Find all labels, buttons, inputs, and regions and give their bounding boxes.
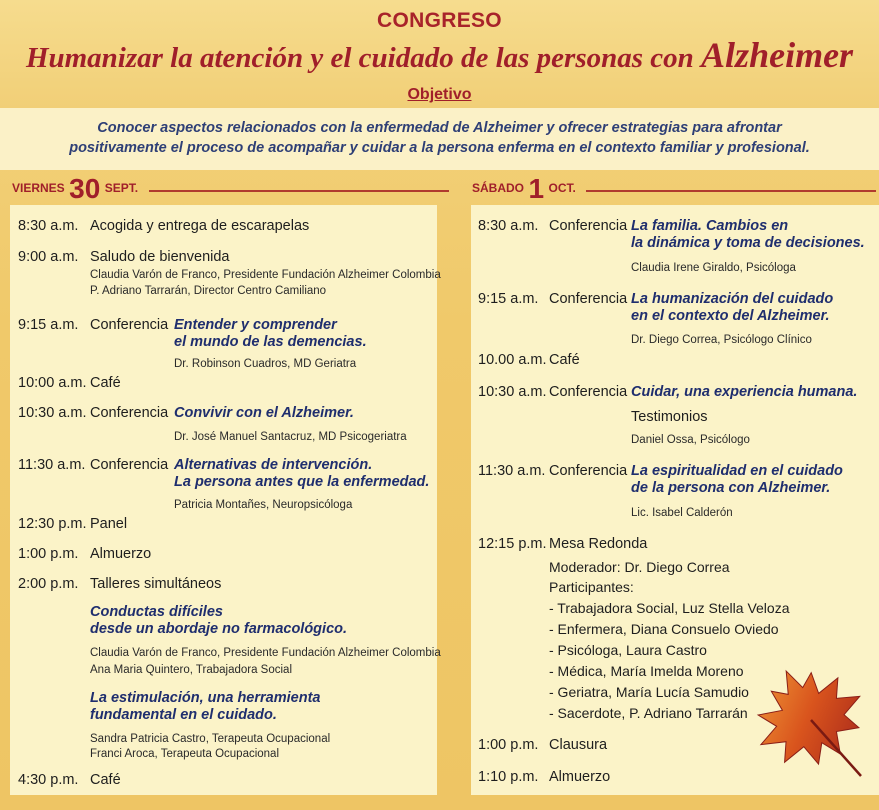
participant: - Geriatra, María Lucía Samudio (549, 684, 749, 700)
entry-time: 4:30 p.m. (18, 772, 79, 788)
day1-rule (149, 190, 449, 192)
entry-speaker: Dr. Diego Correa, Psicólogo Clínico (631, 334, 812, 346)
entry-label: Mesa Redonda (549, 536, 648, 552)
entry-label: Almuerzo (90, 546, 152, 562)
talk-title-line2: la dinámica y toma de decisiones. (631, 235, 865, 251)
workshop-title-line1: Conductas difíciles (90, 604, 223, 620)
entry-kind: Conferencia (549, 291, 628, 307)
talk-title-line1: Cuidar, una experiencia humana. (631, 384, 858, 400)
entry-time: 1:00 p.m. (478, 737, 539, 753)
day2-heading (472, 173, 876, 204)
entry-time: 9:00 a.m. (18, 249, 79, 265)
day1-weekday: VIERNES (12, 181, 65, 195)
workshop-title-line2: fundamental en el cuidado. (90, 707, 277, 723)
entry-time: 11:30 a.m. (478, 463, 546, 479)
entry-time: 10:30 a.m. (478, 384, 547, 400)
entry-kind: Conferencia (549, 384, 628, 400)
participant: - Psicóloga, Laura Castro (549, 642, 707, 658)
entry-extra: Testimonios (631, 409, 708, 425)
congress-title (0, 34, 879, 76)
entry-time: 11:30 a.m. (18, 457, 86, 473)
entry-kind: Conferencia (90, 405, 169, 421)
entry-speaker: Lic. Isabel Calderón (631, 507, 733, 519)
moderator: Moderador: Dr. Diego Correa (549, 559, 730, 575)
talk-title-line2: en el contexto del Alzheimer. (631, 308, 830, 324)
participant: - Trabajadora Social, Luz Stella Veloza (549, 600, 790, 616)
day1-month: SEPT. (104, 181, 139, 195)
workshop-speaker: Sandra Patricia Castro, Terapeuta Ocupacional (90, 733, 331, 745)
entry-label: Saludo de bienvenida (90, 249, 230, 265)
entry-time: 8:30 a.m. (478, 218, 539, 234)
talk-title-line1: La espiritualidad en el cuidado (631, 463, 843, 479)
talk-title-line1: La humanización del cuidado (631, 291, 834, 307)
day2-number: 1 (528, 173, 545, 204)
entry-time: 10:00 a.m. (18, 375, 87, 391)
day2-month: OCT. (548, 181, 576, 195)
participants-label: Participantes: (549, 579, 634, 595)
talk-title-line1: Alternativas de intervención. (174, 457, 373, 473)
talk-title-line2: el mundo de las demencias. (174, 334, 367, 350)
workshop-speaker: Claudia Varón de Franco, Presidente Fundación Alzheimer Colombia (90, 647, 441, 659)
maple-leaf-icon (749, 660, 869, 780)
entry-time: 1:00 p.m. (18, 546, 79, 562)
talk-title-line1: La familia. Cambios en (631, 218, 789, 234)
day1-heading (12, 173, 449, 204)
talk-title-line1: Convivir con el Alzheimer. (174, 405, 354, 421)
objective-label: Objetivo (407, 86, 472, 103)
talk-title-line2: La persona antes que la enfermedad. (174, 474, 430, 490)
day1-schedule (10, 205, 441, 795)
entry-speaker: P. Adriano Tarrarán, Director Centro Camiliano (90, 285, 327, 297)
entry-kind: Conferencia (549, 218, 628, 234)
day2-rule (586, 190, 876, 192)
entry-label: Talleres simultáneos (90, 576, 222, 592)
title-text: Humanizar la atención y el cuidado de las personas con (25, 42, 694, 74)
entry-time: 10:30 a.m. (18, 405, 87, 421)
entry-speaker: Claudia Irene Giraldo, Psicóloga (631, 262, 796, 274)
entry-label: Café (90, 772, 121, 788)
entry-time: 9:15 a.m. (18, 317, 79, 333)
entry-speaker: Patricia Montañes, Neuropsicóloga (174, 499, 353, 511)
entry-speaker: Daniel Ossa, Psicólogo (631, 434, 750, 446)
entry-label: Panel (90, 516, 128, 532)
objective-text (20, 118, 859, 158)
workshop-title-line1: La estimulación, una herramienta (90, 690, 321, 706)
day2-weekday: SÁBADO (472, 181, 525, 195)
entry-time: 1:10 p.m. (478, 769, 539, 785)
workshop-speaker: Franci Aroca, Terapeuta Ocupacional (90, 748, 280, 760)
entry-time: 12:15 p.m. (478, 536, 547, 552)
participant: - Sacerdote, P. Adriano Tarrarán (549, 705, 748, 721)
talk-title-line1: Entender y comprender (174, 317, 337, 333)
objective-line-2: positivamente el proceso de acompañar y cuidar a la persona enferma en el contexto familiar y profesional. (69, 140, 810, 156)
entry-label: Café (549, 352, 580, 368)
participant: - Médica, María Imelda Moreno (549, 663, 744, 679)
entry-time: 12:30 p.m. (18, 516, 87, 532)
entry-label: Café (90, 375, 121, 391)
day1-number: 30 (69, 173, 101, 204)
entry-kind: Conferencia (90, 317, 169, 333)
congress-label: CONGRESO (377, 9, 502, 32)
title-alzheimer: Alzheimer (701, 35, 854, 75)
entry-time: 2:00 p.m. (18, 576, 79, 592)
entry-time: 8:30 a.m. (18, 218, 79, 234)
entry-speaker: Claudia Varón de Franco, Presidente Fundación Alzheimer Colombia (90, 269, 441, 281)
entry-time: 10.00 a.m. (478, 352, 547, 368)
entry-time: 9:15 a.m. (478, 291, 539, 307)
objective-line-1: Conocer aspectos relacionados con la enfermedad de Alzheimer y ofrecer estrategias para afrontar (97, 120, 782, 136)
entry-speaker: Dr. Robinson Cuadros, MD Geriatra (174, 358, 357, 370)
entry-label: Almuerzo (549, 769, 611, 785)
entry-label: Acogida y entrega de escarapelas (90, 218, 310, 234)
entry-kind: Conferencia (549, 463, 628, 479)
entry-label: Clausura (549, 737, 608, 753)
entry-kind: Conferencia (90, 457, 169, 473)
workshop-title-line2: desde un abordaje no farmacológico. (90, 621, 348, 637)
participant: - Enfermera, Diana Consuelo Oviedo (549, 621, 779, 637)
entry-speaker: Dr. José Manuel Santacruz, MD Psicogeriatra (174, 431, 407, 443)
talk-title-line2: de la persona con Alzheimer. (631, 480, 831, 496)
workshop-speaker: Ana Maria Quintero, Trabajadora Social (90, 664, 292, 676)
